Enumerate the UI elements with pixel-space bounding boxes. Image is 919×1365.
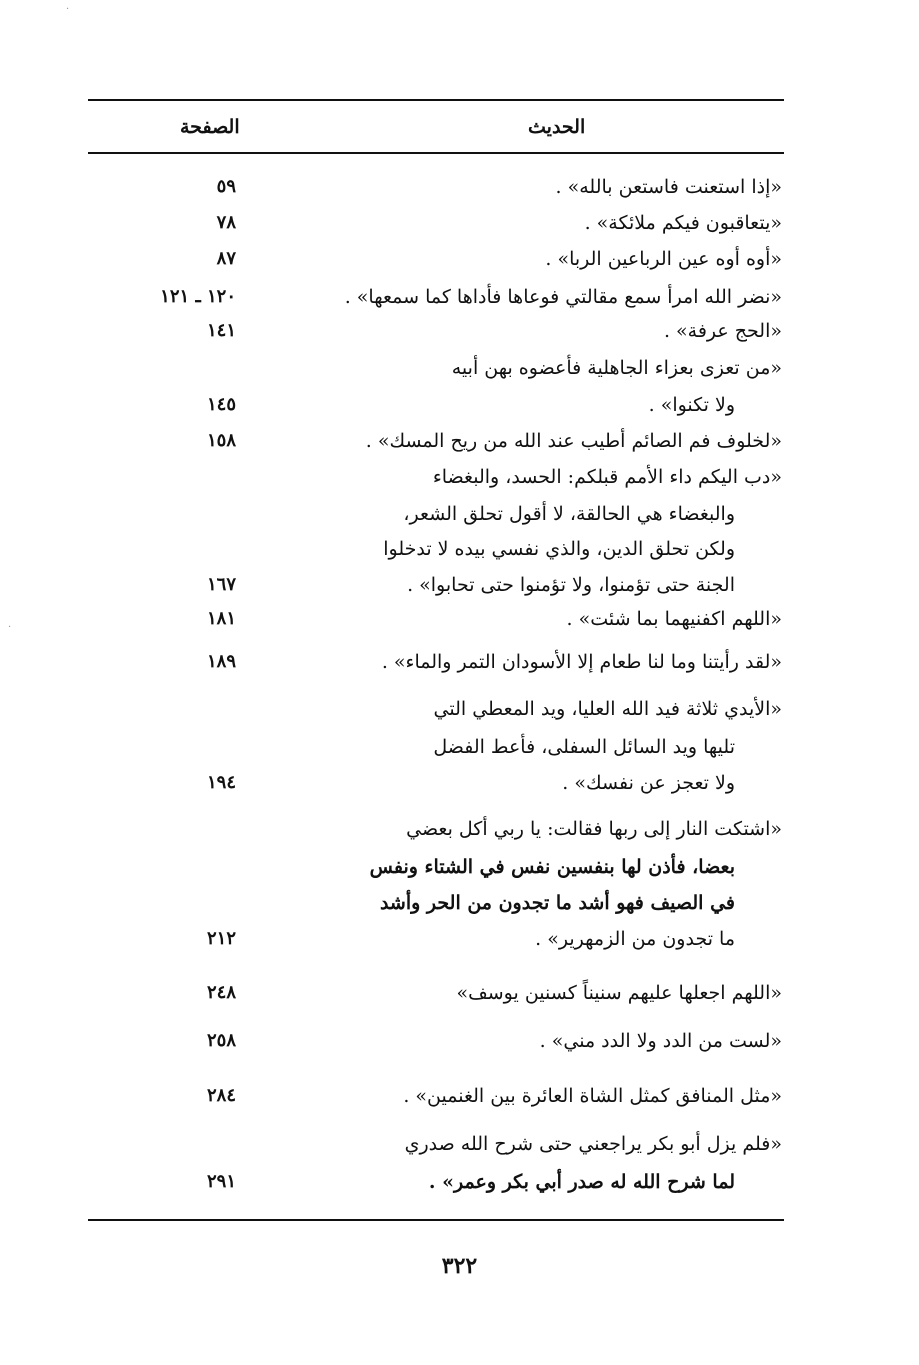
hadith-text-line: «الأيدي ثلاثة فيد الله العليا، ويد المعطي التي	[433, 698, 782, 720]
page-reference: ١٨١	[206, 608, 236, 629]
page-reference: ١٦٧	[206, 574, 236, 595]
page-reference: ٨٧	[216, 248, 236, 269]
page-reference: ١٤١	[206, 320, 236, 341]
page-number: ٣٢٢	[441, 1253, 478, 1279]
page-reference: ١٤٥	[206, 394, 236, 415]
hadith-text-line: «مثل المنافق كمثل الشاة العائرة بين الغنمين» .	[403, 1085, 782, 1107]
hadith-text-line: والبغضاء هي الحالقة، لا أقول تحلق الشعر،	[403, 503, 735, 525]
page-reference: ٧٨	[216, 212, 236, 233]
hadith-text-line: ما تجدون من الزمهرير» .	[535, 928, 735, 950]
hadith-text-line: الجنة حتى تؤمنوا، ولا تؤمنوا حتى تحابوا» .	[407, 574, 735, 596]
hadith-text-line: ولا تكنوا» .	[648, 394, 735, 416]
page-reference: ١٨٩	[206, 651, 236, 672]
bottom-rule	[88, 1219, 784, 1221]
scan-speck: ·	[8, 622, 12, 633]
hadith-text-line: في الصيف فهو أشد ما تجدون من الحر وأشد	[379, 892, 735, 914]
hadith-text-line: «اللهم اكفنيهما بما شئت» .	[566, 608, 782, 630]
page-column-header: الصفحة	[180, 116, 240, 138]
page-reference: ١٢٠ ـ ١٢١	[160, 286, 236, 307]
hadith-text-line: «من تعزى بعزاء الجاهلية فأعضوه بهن أبيه	[451, 357, 782, 379]
hadith-column-header: الحديث	[528, 116, 586, 138]
hadith-text-line: «فلم يزل أبو بكر يراجعني حتى شرح الله صدري	[404, 1133, 782, 1155]
hadith-text-line: «أوه أوه عين الرباعين الربا» .	[545, 248, 782, 270]
top-rule	[88, 99, 784, 101]
hadith-text-line: بعضا، فأذن لها بنفسين نفس في الشتاء ونفس	[369, 856, 735, 878]
scan-speck: ·	[66, 4, 70, 15]
hadith-text-line: «اللهم اجعلها عليهم سنيناً كسنين يوسف»	[456, 982, 782, 1004]
hadith-text-line: ولا تعجز عن نفسك» .	[562, 772, 735, 794]
page-reference: ٢٨٤	[206, 1085, 236, 1106]
hadith-text-line: لما شرح الله له صدر أبي بكر وعمر» .	[428, 1171, 735, 1193]
page-reference: ١٥٨	[206, 430, 236, 451]
page-reference: ٢٩١	[206, 1171, 236, 1192]
page-reference: ٢٥٨	[206, 1030, 236, 1051]
hadith-text-line: «اشتكت النار إلى ربها فقالت: يا ربي أكل بعضي	[406, 818, 782, 840]
hadith-text-line: «إذا استعنت فاستعن بالله» .	[555, 176, 782, 198]
hadith-text-line: «لست من الدد ولا الدد مني» .	[539, 1030, 782, 1052]
hadith-text-line: «لخلوف فم الصائم أطيب عند الله من ريح المسك» .	[365, 430, 782, 452]
hadith-text-line: «يتعاقبون فيكم ملائكة» .	[584, 212, 782, 234]
hadith-text-line: «نضر الله امرأ سمع مقالتي فوعاها فأداها كما سمعها» .	[344, 286, 782, 308]
page-reference: ١٩٤	[206, 772, 236, 793]
hadith-text-line: «لقد رأيتنا وما لنا طعام إلا الأسودان التمر والماء» .	[381, 651, 782, 673]
header-rule	[88, 152, 784, 154]
hadith-text-line: «دب اليكم داء الأمم قبلكم: الحسد، والبغضاء	[432, 466, 782, 488]
hadith-text-line: تليها ويد السائل السفلى، فأعط الفضل	[433, 736, 735, 758]
hadith-text-line: ولكن تحلق الدين، والذي نفسي بيده لا تدخلوا	[383, 538, 735, 560]
page-reference: ٥٩	[216, 176, 236, 197]
hadith-text-line: «الحج عرفة» .	[663, 320, 782, 342]
page-reference: ٢٤٨	[206, 982, 236, 1003]
page-reference: ٢١٢	[206, 928, 236, 949]
